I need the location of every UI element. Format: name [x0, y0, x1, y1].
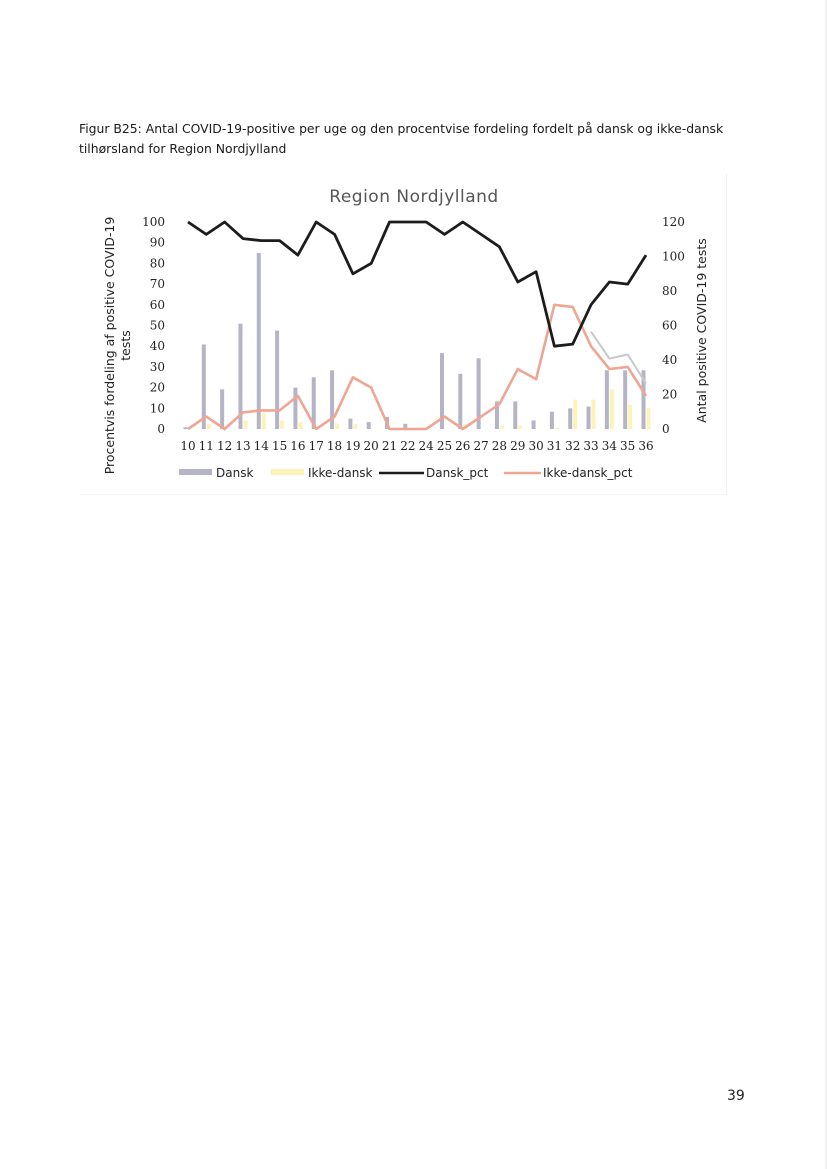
bar-dansk: [458, 374, 462, 429]
bar-dansk: [513, 401, 517, 429]
bar-dansk: [275, 331, 279, 429]
y-right-tick-label: 0: [662, 422, 670, 436]
x-tick-label: 27: [473, 439, 489, 453]
bar-dansk: [348, 419, 352, 429]
legend-swatch-ikke-dansk: [271, 469, 304, 475]
bar-ikke-dansk: [610, 389, 614, 429]
bar-dansk: [532, 420, 536, 429]
x-tick-label: 15: [271, 439, 288, 453]
x-tick-label: 21: [381, 439, 398, 453]
y-right-tick-label: 100: [662, 249, 685, 264]
bar-ikke-dansk: [500, 426, 504, 429]
y-right-tick-label: 80: [662, 284, 678, 298]
figure-caption: [79, 119, 759, 159]
bar-ikke-dansk: [353, 424, 357, 429]
x-tick-label: 16: [290, 439, 306, 453]
bar-ikke-dansk: [298, 422, 302, 429]
x-tick-label: 12: [216, 439, 233, 453]
chart-frame: [79, 174, 727, 495]
bar-ikke-dansk: [555, 427, 559, 429]
x-tick-label: 30: [528, 439, 544, 453]
bar-dansk: [623, 370, 627, 429]
bar-ikke-dansk: [628, 405, 632, 429]
x-tick-label: 18: [326, 439, 343, 453]
y-left-tick-label: 30: [149, 359, 165, 374]
chart-svg: [79, 174, 726, 494]
y-right-tick-label: 40: [662, 353, 678, 367]
y-right-axis-label: Antal positive COVID-19 tests: [694, 238, 709, 423]
x-tick-label: 10: [180, 439, 196, 453]
x-tick-label: 28: [491, 439, 508, 453]
bar-dansk: [367, 422, 371, 429]
y-left-tick-label: 40: [149, 339, 165, 354]
bar-ikke-dansk: [280, 420, 284, 429]
bar-dansk: [605, 370, 609, 429]
y-left-tick-label: 90: [149, 235, 165, 250]
x-tick-label: 26: [455, 439, 471, 453]
bar-ikke-dansk: [262, 413, 266, 429]
bar-ikke-dansk: [573, 400, 577, 429]
legend-label-dansk: Dansk: [216, 466, 254, 480]
bar-ikke-dansk: [592, 400, 596, 429]
x-tick-label: 22: [400, 439, 416, 453]
y-right-tick-label: 60: [662, 318, 678, 333]
x-tick-label: 35: [620, 439, 636, 453]
y-left-tick-label: 60: [149, 297, 165, 312]
y-left-tick-label: 70: [149, 277, 165, 292]
caption-line-2: tilhørsland for Region Nordjylland: [79, 141, 287, 156]
x-tick-label: 32: [565, 439, 581, 453]
bar-dansk: [257, 253, 261, 429]
x-tick-label: 34: [601, 439, 618, 453]
bar-ikke-dansk: [243, 420, 247, 429]
x-tick-label: 29: [510, 439, 526, 453]
y-right-tick-label: 20: [662, 387, 678, 402]
page-number: 39: [727, 1088, 745, 1104]
bar-ikke-dansk: [518, 426, 522, 429]
x-tick-label: 24: [418, 439, 434, 453]
line-ikke-dansk-pct: [188, 305, 646, 429]
x-tick-label: 33: [583, 439, 599, 453]
y-left-tick-label: 80: [149, 256, 165, 271]
bar-dansk: [220, 389, 224, 429]
caption-line-1: Figur B25: Antal COVID-19-positive per uge og den procentvise fordeling fordelt på dansk og ikke-dansk: [79, 121, 724, 136]
y-left-axis-label: Procentvis fordeling af positive COVID-19tests: [102, 216, 133, 475]
legend-swatch-dansk: [179, 469, 212, 475]
bar-ikke-dansk: [335, 424, 339, 429]
x-tick-label: 20: [363, 439, 379, 453]
x-tick-label: 25: [436, 439, 453, 453]
bar-ikke-dansk: [207, 424, 211, 429]
y-left-tick-label: 20: [149, 380, 165, 395]
y-left-tick-label: 50: [149, 318, 165, 333]
bar-dansk: [587, 407, 591, 429]
x-tick-label: 36: [638, 439, 654, 453]
y-left-tick-label: 100: [142, 215, 165, 229]
line-dansk-pct: [188, 222, 646, 346]
y-right-tick-label: 120: [662, 215, 685, 229]
x-tick-label: 19: [345, 439, 361, 453]
x-tick-label: 11: [198, 439, 214, 453]
bar-dansk: [568, 408, 572, 429]
x-tick-label: 14: [253, 439, 269, 453]
y-left-tick-label: 10: [149, 401, 165, 416]
bar-dansk: [550, 412, 554, 429]
x-tick-label: 17: [308, 439, 324, 453]
bar-dansk: [184, 427, 188, 429]
legend-label-dansk-pct: Dansk_pct: [426, 466, 489, 480]
chart-title: Region Nordjylland: [329, 187, 499, 207]
x-tick-label: 13: [235, 439, 251, 453]
bar-dansk: [293, 388, 297, 429]
legend-label-ikke-dansk: Ikke-dansk: [308, 466, 373, 480]
legend-label-ikke-dansk-pct: Ikke-dansk_pct: [543, 466, 633, 480]
x-tick-label: 31: [546, 439, 563, 453]
y-left-tick-label: 0: [157, 422, 165, 436]
bar-ikke-dansk: [647, 408, 651, 429]
